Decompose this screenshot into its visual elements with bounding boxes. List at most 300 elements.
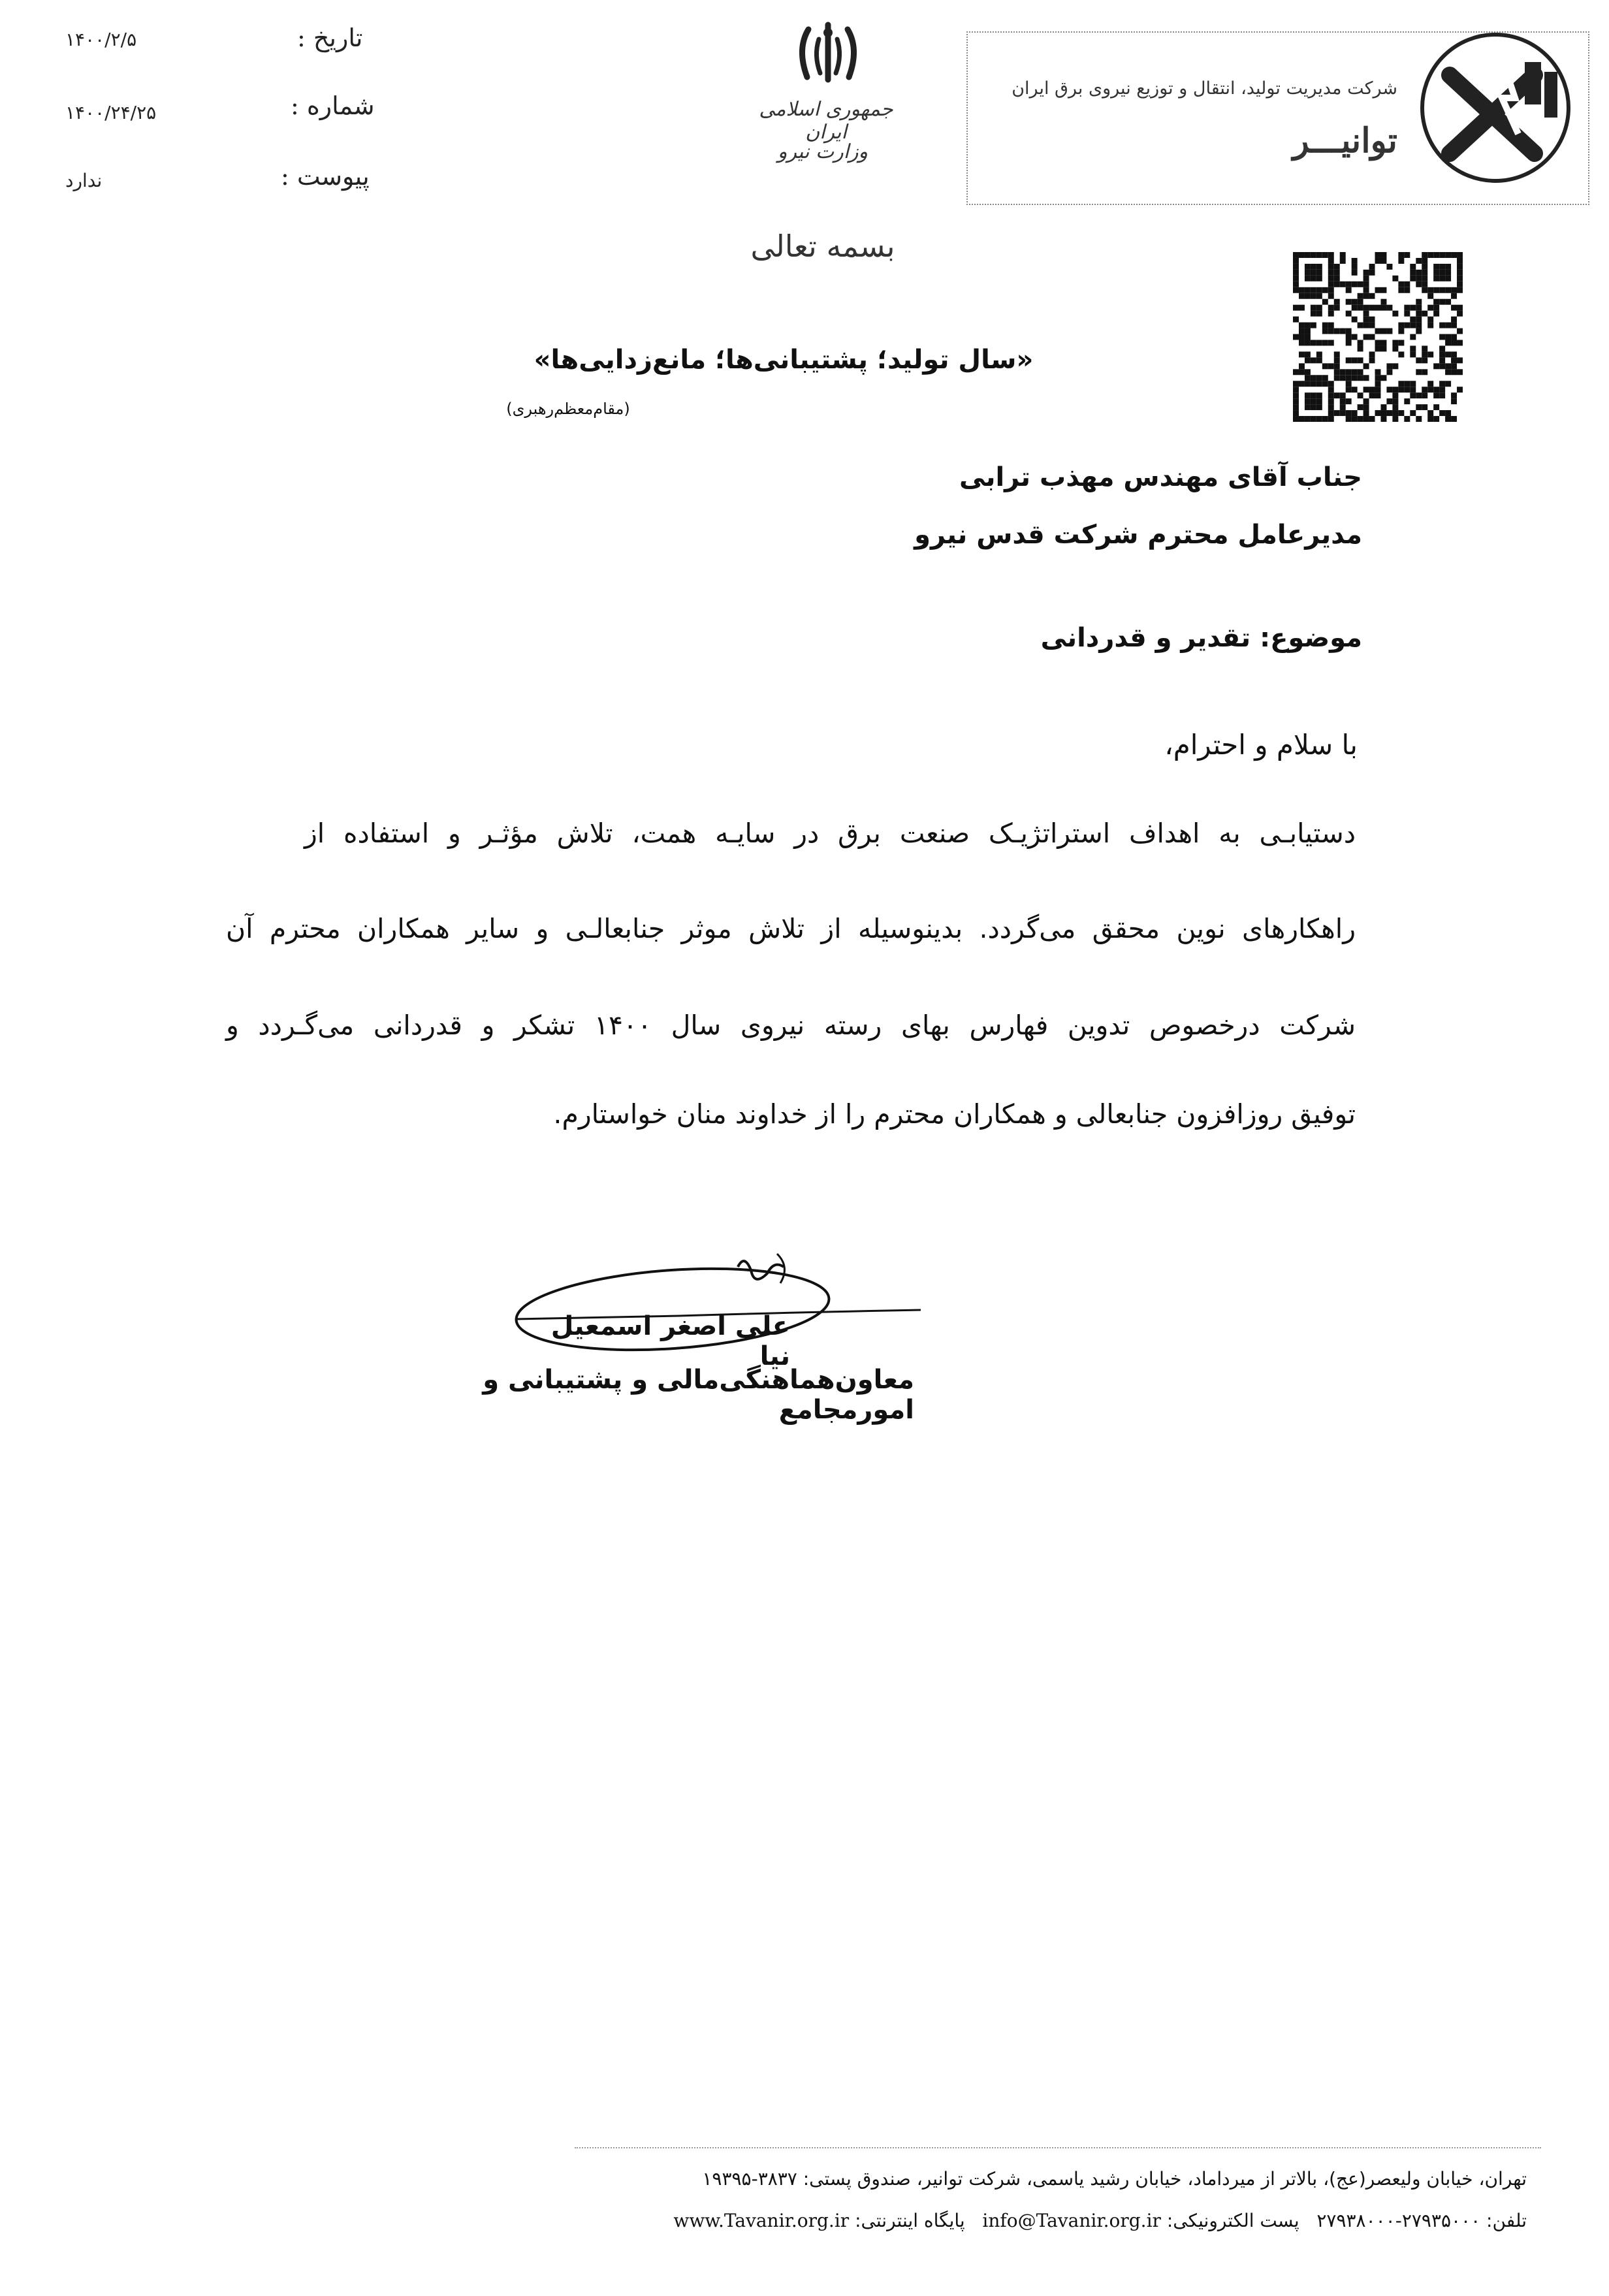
qr-module: [1451, 369, 1457, 375]
qr-module: [1363, 317, 1369, 323]
qr-module: [1346, 357, 1352, 363]
qr-module: [1375, 252, 1381, 258]
qr-module: [1439, 299, 1445, 305]
qr-module: [1352, 317, 1358, 323]
qr-module: [1369, 334, 1375, 340]
qr-module: [1445, 410, 1451, 416]
qr-module: [1346, 387, 1352, 392]
qr-module: [1316, 340, 1322, 345]
tavanir-logo: [1410, 26, 1580, 189]
qr-module: [1380, 328, 1386, 334]
qr-module: [1457, 369, 1463, 375]
qr-code: [1293, 252, 1463, 422]
qr-module: [1352, 281, 1358, 287]
qr-module: [1293, 381, 1299, 387]
qr-module: [1386, 328, 1392, 334]
qr-module: [1404, 416, 1410, 422]
qr-module: [1328, 258, 1334, 264]
qr-module: [1340, 281, 1346, 287]
qr-module: [1457, 311, 1463, 317]
qr-module: [1328, 328, 1334, 334]
qr-module: [1293, 404, 1299, 410]
qr-module: [1334, 281, 1340, 287]
qr-module: [1439, 264, 1445, 270]
qr-module: [1439, 363, 1445, 369]
qr-module: [1299, 351, 1305, 357]
qr-module: [1427, 252, 1433, 258]
qr-module: [1311, 252, 1316, 258]
qr-module: [1346, 281, 1352, 287]
qr-module: [1386, 398, 1392, 404]
qr-module: [1334, 369, 1340, 375]
qr-module: [1457, 264, 1463, 270]
qr-module: [1352, 334, 1358, 340]
qr-module: [1422, 351, 1427, 357]
qr-module: [1445, 416, 1451, 422]
qr-module: [1305, 375, 1311, 381]
qr-module: [1380, 416, 1386, 422]
recipient-title: مدیرعامل محترم شرکت قدس نیرو: [914, 520, 1362, 550]
qr-module: [1457, 281, 1463, 287]
qr-module: [1363, 375, 1369, 381]
qr-module: [1322, 340, 1328, 345]
qr-module: [1305, 252, 1311, 258]
qr-module: [1363, 398, 1369, 404]
qr-module: [1386, 369, 1392, 375]
qr-module: [1299, 287, 1305, 293]
qr-module: [1334, 299, 1340, 305]
qr-module: [1433, 276, 1439, 281]
qr-module: [1375, 305, 1381, 311]
qr-module: [1416, 311, 1422, 317]
qr-module: [1422, 264, 1427, 270]
qr-module: [1316, 416, 1322, 422]
company-short-name: توانیـــر: [1292, 121, 1397, 161]
qr-module: [1433, 270, 1439, 276]
qr-module: [1328, 381, 1334, 387]
qr-module: [1346, 340, 1352, 345]
qr-module: [1433, 252, 1439, 258]
qr-module: [1352, 375, 1358, 381]
qr-module: [1358, 299, 1363, 305]
qr-module: [1305, 328, 1311, 334]
qr-module: [1398, 410, 1404, 416]
qr-module: [1352, 416, 1358, 422]
qr-module: [1328, 305, 1334, 311]
qr-module: [1299, 369, 1305, 375]
qr-module: [1311, 264, 1316, 270]
qr-module: [1346, 287, 1352, 293]
qr-module: [1328, 363, 1334, 369]
qr-module: [1369, 293, 1375, 299]
qr-module: [1380, 345, 1386, 351]
qr-module: [1392, 392, 1398, 398]
qr-module: [1322, 287, 1328, 293]
qr-module: [1457, 276, 1463, 281]
qr-module: [1311, 381, 1316, 387]
qr-module: [1316, 375, 1322, 381]
qr-module: [1410, 334, 1416, 340]
qr-module: [1299, 334, 1305, 340]
qr-module: [1328, 392, 1334, 398]
qr-module: [1398, 340, 1404, 345]
qr-module: [1363, 410, 1369, 416]
qr-module: [1410, 323, 1416, 328]
qr-module: [1369, 387, 1375, 392]
qr-module: [1311, 270, 1316, 276]
qr-module: [1392, 340, 1398, 345]
qr-module: [1445, 276, 1451, 281]
qr-module: [1346, 299, 1352, 305]
qr-module: [1439, 387, 1445, 392]
qr-module: [1293, 416, 1299, 422]
qr-module: [1427, 416, 1433, 422]
qr-module: [1398, 281, 1404, 287]
qr-module: [1340, 328, 1346, 334]
qr-module: [1322, 252, 1328, 258]
qr-module: [1328, 252, 1334, 258]
qr-module: [1375, 381, 1381, 387]
qr-module: [1363, 334, 1369, 340]
qr-module: [1352, 270, 1358, 276]
qr-module: [1416, 299, 1422, 305]
qr-module: [1311, 305, 1316, 311]
qr-module: [1334, 363, 1340, 369]
qr-module: [1392, 276, 1398, 281]
qr-module: [1386, 264, 1392, 270]
qr-module: [1340, 252, 1346, 258]
qr-module: [1380, 305, 1386, 311]
qr-module: [1457, 387, 1463, 392]
qr-module: [1375, 387, 1381, 392]
qr-module: [1328, 270, 1334, 276]
qr-module: [1369, 323, 1375, 328]
qr-module: [1363, 387, 1369, 392]
qr-module: [1433, 392, 1439, 398]
qr-module: [1293, 387, 1299, 392]
qr-module: [1358, 404, 1363, 410]
qr-module: [1375, 392, 1381, 398]
qr-module: [1427, 323, 1433, 328]
qr-module: [1457, 340, 1463, 345]
qr-module: [1457, 305, 1463, 311]
qr-module: [1416, 392, 1422, 398]
qr-module: [1404, 305, 1410, 311]
footer-contact-row: [547, 2210, 1527, 2231]
qr-module: [1451, 293, 1457, 299]
qr-module: [1386, 387, 1392, 392]
qr-module: [1398, 258, 1404, 264]
qr-module: [1334, 328, 1340, 334]
qr-module: [1328, 323, 1334, 328]
qr-module: [1375, 328, 1381, 334]
qr-module: [1293, 287, 1299, 293]
qr-module: [1375, 287, 1381, 293]
qr-module: [1410, 305, 1416, 311]
qr-module: [1457, 258, 1463, 264]
qr-module: [1451, 323, 1457, 328]
qr-module: [1433, 299, 1439, 305]
slogan: «سال تولید؛ پشتیبانی‌ها؛ مانع‌زدایی‌ها»: [534, 345, 1034, 375]
qr-module: [1311, 357, 1316, 363]
qr-module: [1375, 340, 1381, 345]
qr-module: [1311, 311, 1316, 317]
qr-module: [1427, 305, 1433, 311]
qr-module: [1369, 416, 1375, 422]
qr-module: [1427, 387, 1433, 392]
recipient-name: جناب آقای مهندس مهذب ترابی: [959, 462, 1362, 492]
qr-module: [1316, 398, 1322, 404]
qr-module: [1322, 363, 1328, 369]
qr-module: [1363, 305, 1369, 311]
qr-module: [1328, 264, 1334, 270]
qr-module: [1445, 252, 1451, 258]
qr-module: [1398, 287, 1404, 293]
qr-module: [1392, 387, 1398, 392]
qr-module: [1433, 416, 1439, 422]
qr-module: [1334, 410, 1340, 416]
qr-module: [1427, 287, 1433, 293]
qr-module: [1433, 264, 1439, 270]
qr-module: [1293, 270, 1299, 276]
qr-module: [1358, 293, 1363, 299]
qr-module: [1305, 323, 1311, 328]
qr-module: [1328, 276, 1334, 281]
qr-module: [1439, 351, 1445, 357]
qr-module: [1422, 404, 1427, 410]
qr-module: [1433, 311, 1439, 317]
qr-module: [1311, 287, 1316, 293]
date-value: ۱۴۰۰/۲/۵: [65, 29, 137, 50]
body-line: شرکت درخصوص تدوین فهارس بهای رسته نیروی سال ۱۴۰۰ تشکر و قدردانی می‌گـردد و: [226, 1010, 1356, 1041]
qr-module: [1375, 375, 1381, 381]
qr-module: [1369, 357, 1375, 363]
qr-module: [1369, 270, 1375, 276]
qr-module: [1358, 305, 1363, 311]
qr-module: [1422, 345, 1427, 351]
qr-module: [1358, 345, 1363, 351]
qr-module: [1410, 387, 1416, 392]
qr-module: [1316, 276, 1322, 281]
footer-email[interactable]: info@Tavanir.org.ir: [982, 2210, 1161, 2231]
qr-module: [1369, 264, 1375, 270]
qr-module: [1299, 340, 1305, 345]
qr-module: [1422, 270, 1427, 276]
qr-module: [1369, 317, 1375, 323]
qr-module: [1451, 351, 1457, 357]
qr-module: [1358, 392, 1363, 398]
qr-module: [1311, 392, 1316, 398]
qr-module: [1363, 281, 1369, 287]
qr-module: [1305, 334, 1311, 340]
qr-module: [1422, 258, 1427, 264]
qr-module: [1457, 328, 1463, 334]
qr-module: [1398, 387, 1404, 392]
qr-module: [1445, 340, 1451, 345]
qr-module: [1352, 258, 1358, 264]
qr-module: [1380, 258, 1386, 264]
body-line: توفیق روزافزون جنابعالی و همکاران محترم را از خداوند منان خواستارم.: [553, 1098, 1356, 1130]
qr-module: [1346, 369, 1352, 375]
qr-module: [1299, 363, 1305, 369]
qr-module: [1316, 357, 1322, 363]
qr-module: [1445, 270, 1451, 276]
number-value: ۱۴۰۰/۲۴/۲۵: [65, 102, 157, 123]
date-label: تاریخ :: [297, 24, 363, 52]
qr-module: [1322, 381, 1328, 387]
qr-module: [1334, 351, 1340, 357]
qr-module: [1363, 404, 1369, 410]
qr-module: [1422, 369, 1427, 375]
qr-module: [1427, 351, 1433, 357]
qr-module: [1410, 270, 1416, 276]
qr-module: [1346, 416, 1352, 422]
qr-module: [1457, 357, 1463, 363]
qr-module: [1398, 328, 1404, 334]
qr-module: [1445, 264, 1451, 270]
qr-module: [1427, 381, 1433, 387]
qr-module: [1293, 392, 1299, 398]
qr-module: [1416, 357, 1422, 363]
qr-module: [1340, 258, 1346, 264]
qr-module: [1328, 416, 1334, 422]
qr-module: [1299, 323, 1305, 328]
qr-module: [1457, 287, 1463, 293]
qr-module: [1439, 392, 1445, 398]
qr-module: [1305, 351, 1311, 357]
qr-module: [1322, 299, 1328, 305]
qr-module: [1316, 287, 1322, 293]
qr-module: [1293, 410, 1299, 416]
qr-module: [1410, 381, 1416, 387]
footer-address: تهران، خیابان ولیعصر(عج)، بالاتر از میرداماد، خیابان رشید یاسمی، شرکت توانیر، صندوق پستی: ۳۸۳۷-۱۹۳۹۵: [702, 2168, 1527, 2190]
qr-module: [1334, 305, 1340, 311]
qr-module: [1299, 305, 1305, 311]
qr-module: [1404, 323, 1410, 328]
qr-module: [1410, 392, 1416, 398]
qr-module: [1305, 357, 1311, 363]
qr-module: [1451, 357, 1457, 363]
qr-module: [1439, 410, 1445, 416]
company-full-name: شرکت مدیریت تولید، انتقال و توزیع نیروی برق ایران: [1012, 78, 1397, 99]
qr-module: [1392, 345, 1398, 351]
qr-module: [1328, 293, 1334, 299]
qr-module: [1293, 369, 1299, 375]
qr-module: [1305, 340, 1311, 345]
qr-module: [1451, 252, 1457, 258]
qr-module: [1346, 328, 1352, 334]
qr-module: [1358, 340, 1363, 345]
qr-module: [1404, 381, 1410, 387]
qr-module: [1311, 404, 1316, 410]
qr-module: [1416, 305, 1422, 311]
qr-module: [1293, 334, 1299, 340]
qr-module: [1305, 404, 1311, 410]
qr-module: [1380, 252, 1386, 258]
qr-module: [1416, 317, 1422, 323]
qr-module: [1352, 369, 1358, 375]
qr-module: [1352, 299, 1358, 305]
qr-module: [1322, 375, 1328, 381]
qr-module: [1404, 398, 1410, 404]
qr-module: [1316, 392, 1322, 398]
qr-module: [1375, 258, 1381, 264]
qr-module: [1328, 311, 1334, 317]
qr-module: [1311, 293, 1316, 299]
qr-module: [1422, 281, 1427, 287]
qr-module: [1293, 252, 1299, 258]
qr-module: [1363, 270, 1369, 276]
qr-module: [1416, 323, 1422, 328]
qr-module: [1328, 281, 1334, 287]
greeting: با سلام و احترام،: [1164, 729, 1358, 761]
qr-module: [1375, 345, 1381, 351]
qr-module: [1439, 252, 1445, 258]
qr-module: [1427, 293, 1433, 299]
qr-module: [1305, 381, 1311, 387]
republic-line: جمهوری اسلامی ایران: [759, 98, 893, 144]
qr-module: [1305, 416, 1311, 422]
qr-module: [1334, 270, 1340, 276]
qr-module: [1363, 323, 1369, 328]
qr-module: [1352, 305, 1358, 311]
qr-module: [1346, 311, 1352, 317]
qr-module: [1293, 281, 1299, 287]
qr-module: [1293, 317, 1299, 323]
signer-title: معاون‌هماهنگی‌مالی و پشتیبانی و امورمجامع: [483, 1365, 914, 1425]
qr-module: [1316, 381, 1322, 387]
qr-module: [1358, 375, 1363, 381]
qr-module: [1293, 258, 1299, 264]
qr-module: [1328, 340, 1334, 345]
qr-module: [1340, 392, 1346, 398]
qr-module: [1305, 392, 1311, 398]
qr-module: [1352, 264, 1358, 270]
qr-module: [1311, 398, 1316, 404]
qr-module: [1299, 252, 1305, 258]
qr-module: [1410, 317, 1416, 323]
qr-module: [1398, 252, 1404, 258]
qr-module: [1416, 404, 1422, 410]
qr-module: [1375, 369, 1381, 375]
qr-module: [1386, 363, 1392, 369]
qr-module: [1451, 340, 1457, 345]
qr-module: [1299, 416, 1305, 422]
qr-module: [1445, 287, 1451, 293]
qr-module: [1398, 381, 1404, 387]
qr-module: [1363, 276, 1369, 281]
qr-module: [1451, 305, 1457, 311]
signer-name: علی اصغر اسمعیل نیا: [550, 1311, 790, 1371]
qr-module: [1439, 334, 1445, 340]
qr-module: [1305, 287, 1311, 293]
qr-module: [1316, 264, 1322, 270]
qr-module: [1316, 351, 1322, 357]
qr-module: [1416, 281, 1422, 287]
qr-module: [1416, 328, 1422, 334]
qr-module: [1445, 369, 1451, 375]
qr-module: [1322, 328, 1328, 334]
qr-module: [1416, 270, 1422, 276]
qr-module: [1445, 323, 1451, 328]
qr-module: [1328, 410, 1334, 416]
iran-emblem: [782, 20, 874, 91]
qr-module: [1422, 357, 1427, 363]
qr-module: [1422, 287, 1427, 293]
qr-module: [1375, 410, 1381, 416]
footer-website[interactable]: www.Tavanir.org.ir: [673, 2210, 850, 2231]
qr-module: [1410, 264, 1416, 270]
